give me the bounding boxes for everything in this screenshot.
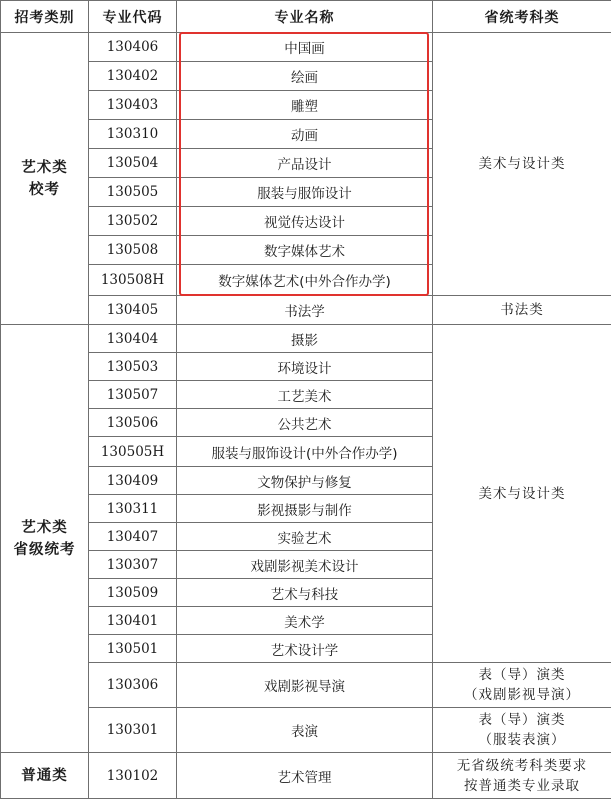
major-code: 130406 bbox=[89, 33, 177, 62]
table-row bbox=[1, 753, 611, 799]
category-provincial bbox=[1, 325, 89, 753]
major-name: 实验艺术 bbox=[177, 523, 433, 551]
major-name: 服装与服饰设计 bbox=[177, 178, 433, 207]
exam-general-line2: 按普通类专业录取 bbox=[464, 777, 580, 794]
exam-general-line1: 无省级统考科类要求 bbox=[456, 757, 588, 774]
major-name: 动画 bbox=[177, 120, 433, 149]
table-row bbox=[1, 33, 611, 62]
major-name: 工艺美术 bbox=[177, 381, 433, 409]
exam-performance-line2: （服装表演） bbox=[478, 732, 566, 748]
major-code: 130505H bbox=[89, 437, 177, 467]
major-name: 服装与服饰设计(中外合作办学) bbox=[177, 437, 433, 467]
major-code: 130503 bbox=[89, 353, 177, 381]
major-code: 130507 bbox=[89, 381, 177, 409]
major-name: 书法学 bbox=[177, 296, 433, 325]
major-code: 130508 bbox=[89, 236, 177, 265]
table-row bbox=[1, 325, 611, 353]
major-code: 130402 bbox=[89, 62, 177, 91]
major-name: 艺术设计学 bbox=[177, 635, 433, 663]
major-name: 环境设计 bbox=[177, 353, 433, 381]
header-name: 专业名称 bbox=[177, 1, 433, 33]
exam-directing-line2: （戏剧影视导演） bbox=[464, 687, 580, 703]
major-name: 视觉传达设计 bbox=[177, 207, 433, 236]
major-code: 130405 bbox=[89, 296, 177, 325]
major-code: 130310 bbox=[89, 120, 177, 149]
category-school bbox=[1, 33, 89, 325]
major-code: 130403 bbox=[89, 91, 177, 120]
exam-group-calligraphy: 书法类 bbox=[433, 296, 611, 325]
major-code: 130506 bbox=[89, 409, 177, 437]
major-code: 130509 bbox=[89, 579, 177, 607]
major-code: 130306 bbox=[89, 663, 177, 708]
table-row bbox=[1, 663, 611, 708]
exam-directing-line1: 表（导）演类 bbox=[478, 667, 566, 683]
major-code: 130307 bbox=[89, 551, 177, 579]
exam-group-performance bbox=[433, 708, 611, 753]
header-exam: 省统考科类 bbox=[433, 1, 611, 33]
major-code: 130501 bbox=[89, 635, 177, 663]
major-name: 产品设计 bbox=[177, 149, 433, 178]
major-name: 艺术管理 bbox=[177, 753, 433, 799]
major-code: 130407 bbox=[89, 523, 177, 551]
major-name: 表演 bbox=[177, 708, 433, 753]
exam-group-general bbox=[433, 753, 611, 799]
exam-performance-line1: 表（导）演类 bbox=[478, 712, 566, 728]
major-code: 130401 bbox=[89, 607, 177, 635]
major-name: 数字媒体艺术(中外合作办学) bbox=[177, 265, 433, 296]
table-row bbox=[1, 708, 611, 753]
major-name: 摄影 bbox=[177, 325, 433, 353]
header-row bbox=[1, 1, 611, 33]
major-code: 130508H bbox=[89, 265, 177, 296]
header-code: 专业代码 bbox=[89, 1, 177, 33]
category-school-line2: 校考 bbox=[29, 181, 60, 198]
major-name: 美术学 bbox=[177, 607, 433, 635]
major-name: 雕塑 bbox=[177, 91, 433, 120]
major-code: 130102 bbox=[89, 753, 177, 799]
header-category: 招考类别 bbox=[1, 1, 89, 33]
category-provincial-line2: 省级统考 bbox=[13, 541, 76, 558]
exam-group-directing bbox=[433, 663, 611, 708]
major-name: 数字媒体艺术 bbox=[177, 236, 433, 265]
category-general: 普通类 bbox=[1, 753, 89, 799]
major-code: 130505 bbox=[89, 178, 177, 207]
major-name: 戏剧影视美术设计 bbox=[177, 551, 433, 579]
major-code: 130311 bbox=[89, 495, 177, 523]
major-name: 公共艺术 bbox=[177, 409, 433, 437]
major-code: 130504 bbox=[89, 149, 177, 178]
major-name: 文物保护与修复 bbox=[177, 467, 433, 495]
major-name: 影视摄影与制作 bbox=[177, 495, 433, 523]
major-code: 130409 bbox=[89, 467, 177, 495]
table-row bbox=[1, 296, 611, 325]
major-code: 130502 bbox=[89, 207, 177, 236]
category-school-line1: 艺术类 bbox=[21, 159, 68, 176]
major-name: 绘画 bbox=[177, 62, 433, 91]
category-provincial-line1: 艺术类 bbox=[21, 519, 68, 536]
exam-group-art-design-2: 美术与设计类 bbox=[433, 325, 611, 663]
major-code: 130301 bbox=[89, 708, 177, 753]
major-name: 中国画 bbox=[177, 33, 433, 62]
exam-group-art-design-1: 美术与设计类 bbox=[433, 33, 611, 296]
major-name: 戏剧影视导演 bbox=[177, 663, 433, 708]
major-name: 艺术与科技 bbox=[177, 579, 433, 607]
major-code: 130404 bbox=[89, 325, 177, 353]
